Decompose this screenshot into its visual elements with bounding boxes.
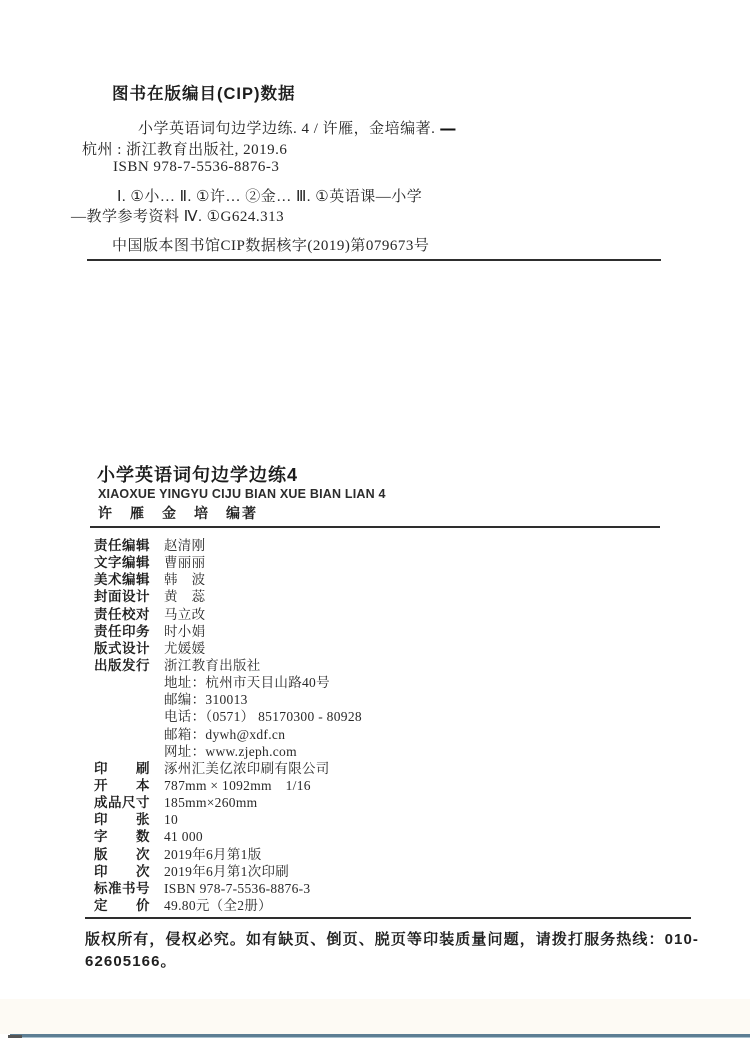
colophon-row <box>94 606 694 623</box>
colophon-row <box>94 708 694 725</box>
cip-classification-line-2: —教学参考资料 Ⅳ. ①G624.313 <box>71 209 285 225</box>
colophon-row-label: 版 次 <box>94 846 150 862</box>
cip-heading: 图书在版编目(CIP)数据 <box>112 85 296 103</box>
colophon-row-value: 电话：（0571） 85170300 - 80928 <box>164 709 362 725</box>
colophon-row <box>94 691 694 708</box>
colophon-row-label: 标准书号 <box>94 880 150 896</box>
colophon-row-label: 责任校对 <box>94 606 150 622</box>
colophon-row-value: 黄 蕊 <box>164 589 206 605</box>
copyright-notice <box>85 929 725 973</box>
colophon-row <box>94 726 694 743</box>
colophon-row-value: 韩 波 <box>164 572 206 588</box>
colophon-row <box>94 760 694 777</box>
colophon-row-value: 涿州汇美亿浓印刷有限公司 <box>164 760 330 776</box>
cip-classification-line-1: Ⅰ. ①小… Ⅱ. ①许… ②金… Ⅲ. ①英语课—小学 <box>117 189 423 205</box>
scan-artifact-nub <box>8 1035 22 1038</box>
colophon-row-label: 美术编辑 <box>94 572 150 588</box>
colophon-row <box>94 674 694 691</box>
book-authors: 许 雁 金 培 编著 <box>98 505 258 521</box>
cip-record-number: 中国版本图书馆CIP数据核字(2019)第079673号 <box>112 238 430 254</box>
colophon-row-label: 文字编辑 <box>94 555 150 571</box>
colophon-row-value: 41 000 <box>164 829 203 845</box>
colophon-row <box>94 828 694 845</box>
colophon-row <box>94 777 694 794</box>
colophon-row-value: 网址：www.zjeph.com <box>164 743 297 759</box>
colophon-row <box>94 571 694 588</box>
colophon-table <box>94 537 694 914</box>
colophon-row-value: ISBN 978-7-5536-8876-3 <box>164 880 311 896</box>
colophon-row-value: 邮编：310013 <box>164 692 248 708</box>
colophon-row <box>94 623 694 640</box>
divider-middle <box>90 526 660 528</box>
colophon-row <box>94 588 694 605</box>
colophon-row-label: 版式设计 <box>94 640 150 656</box>
notice-line-2: 62605166。 <box>85 953 177 970</box>
colophon-row-value: 邮箱：dywh@xdf.cn <box>164 726 286 742</box>
colophon-row <box>94 657 694 674</box>
colophon-row <box>94 846 694 863</box>
book-title-pinyin: XIAOXUE YINGYU CIJU BIAN XUE BIAN LIAN 4 <box>98 487 386 501</box>
colophon-row-label: 印 张 <box>94 812 150 828</box>
colophon-row-value: 10 <box>164 812 179 828</box>
colophon-row <box>94 794 694 811</box>
colophon-row <box>94 811 694 828</box>
colophon-row-value: 2019年6月第1次印刷 <box>164 863 290 879</box>
divider-bottom <box>85 917 691 919</box>
colophon-row-value: 2019年6月第1版 <box>164 846 262 862</box>
page-bottom-edge-line <box>10 1034 750 1038</box>
colophon-row-label: 印 次 <box>94 863 150 879</box>
scan-tint-band <box>0 999 750 1034</box>
colophon-row <box>94 743 694 760</box>
colophon-row-value: 地址：杭州市天目山路40号 <box>164 675 330 691</box>
colophon-row-label: 字 数 <box>94 829 150 845</box>
colophon-row-label: 印 刷 <box>94 760 150 776</box>
colophon-row-value: 787mm × 1092mm 1/16 <box>164 777 311 793</box>
colophon-row-label: 责任编辑 <box>94 538 150 553</box>
cip-entry-text: 小学英语词句边学边练. 4 / 许雁，金培编著. <box>138 121 436 137</box>
colophon-row-label: 出版发行 <box>94 657 150 673</box>
colophon-row <box>94 537 694 554</box>
colophon-row <box>94 880 694 897</box>
divider-top <box>87 259 661 261</box>
cip-entry-line-3: ISBN 978-7-5536-8876-3 <box>113 159 280 175</box>
colophon-row-label: 封面设计 <box>94 589 150 605</box>
notice-line-1: 版权所有，侵权必究。如有缺页、倒页、脱页等印装质量问题，请拨打服务热线：010- <box>85 931 700 948</box>
colophon-row <box>94 640 694 657</box>
colophon-row-value: 时小娟 <box>164 623 206 639</box>
colophon-row-value: 49.80元（全2册） <box>164 897 272 913</box>
colophon-row <box>94 897 694 914</box>
cip-entry-line-1 <box>138 113 456 144</box>
colophon-row-label: 成品尺寸 <box>94 795 150 811</box>
colophon-row <box>94 554 694 571</box>
em-dash: — <box>440 113 456 144</box>
colophon-row-value: 曹丽丽 <box>164 555 206 571</box>
colophon-row-label: 定 价 <box>94 897 150 913</box>
colophon-row-value: 尤媛媛 <box>164 640 206 656</box>
colophon-row-value: 马立改 <box>164 606 206 622</box>
colophon-row-value: 185mm×260mm <box>164 795 258 811</box>
colophon-row-label: 责任印务 <box>94 623 150 639</box>
book-title: 小学英语词句边学边练4 <box>97 465 299 485</box>
cip-entry-line-2: 杭州 : 浙江教育出版社, 2019.6 <box>82 142 288 158</box>
colophon-row <box>94 863 694 880</box>
colophon-row-value: 赵清刚 <box>164 538 206 553</box>
colophon-row-value: 浙江教育出版社 <box>164 657 261 673</box>
colophon-row-label: 开 本 <box>94 777 150 793</box>
